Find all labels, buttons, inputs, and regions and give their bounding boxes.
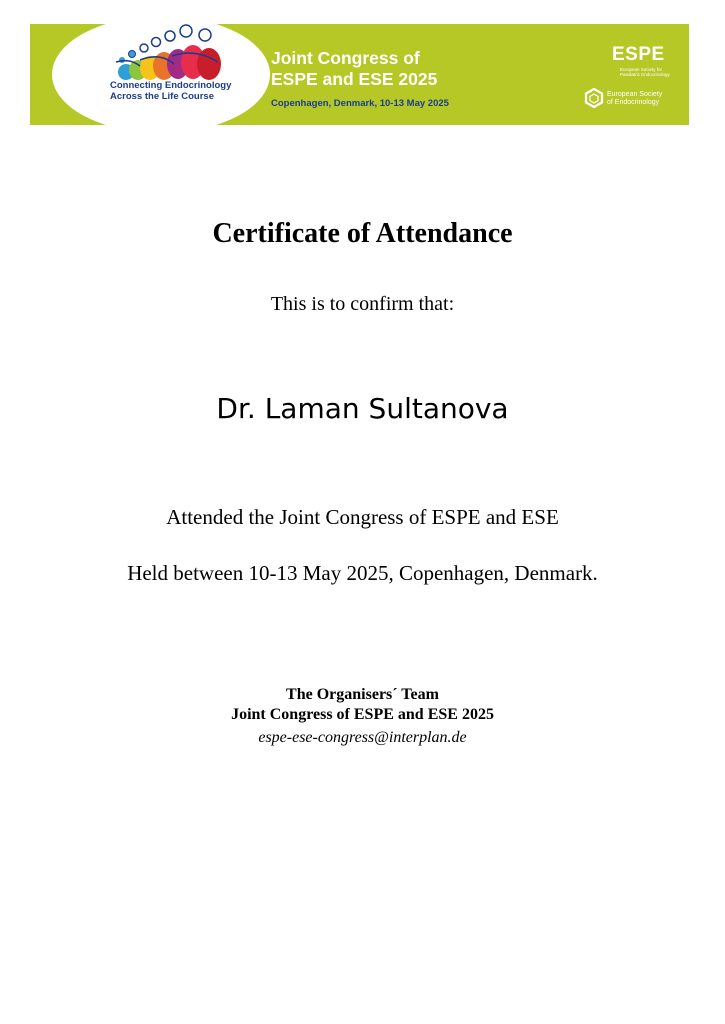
ese-logo-text	[607, 91, 687, 107]
congress-tagline	[110, 80, 270, 102]
tagline-line-2: Across the Life Course	[110, 91, 214, 102]
espe-sub-line-2: Paediatric Endocrinology	[620, 72, 670, 77]
organisers-congress: Joint Congress of ESPE and ESE 2025	[231, 706, 494, 723]
congress-title	[271, 48, 437, 90]
certificate-title: Certificate of Attendance	[212, 218, 513, 249]
espe-logo: ESPE	[612, 44, 665, 65]
attended-text: Attended the Joint Congress of ESPE and ESE	[166, 505, 559, 529]
ese-hexagon-logo-icon	[584, 88, 604, 108]
held-text: Held between 10-13 May 2025, Copenhagen, Denmark.	[127, 561, 598, 585]
recipient-name: Dr. Laman Sultanova	[216, 392, 509, 425]
ese-line-1: European Society	[607, 91, 663, 98]
organisers-block	[0, 685, 725, 725]
ese-line-2: of Endocrinology	[607, 99, 660, 106]
espe-logo-subtitle	[620, 67, 682, 77]
congress-title-line-2: ESPE and ESE 2025	[271, 69, 438, 89]
congress-logo-panel	[52, 24, 270, 125]
tagline-line-1: Connecting Endocrinology	[110, 80, 232, 91]
organisers-team: The Organisers´ Team	[286, 686, 439, 703]
congress-title-line-1: Joint Congress of	[271, 48, 420, 68]
confirm-text: This is to confirm that:	[270, 293, 455, 315]
people-figures-logo-icon	[110, 24, 230, 84]
contact-email: espe-ese-congress@interplan.de	[258, 729, 467, 746]
header-banner	[30, 24, 689, 125]
espe-sub-line-1: European Society for	[620, 67, 663, 72]
congress-location-dates: Copenhagen, Denmark, 10-13 May 2025	[271, 98, 449, 109]
